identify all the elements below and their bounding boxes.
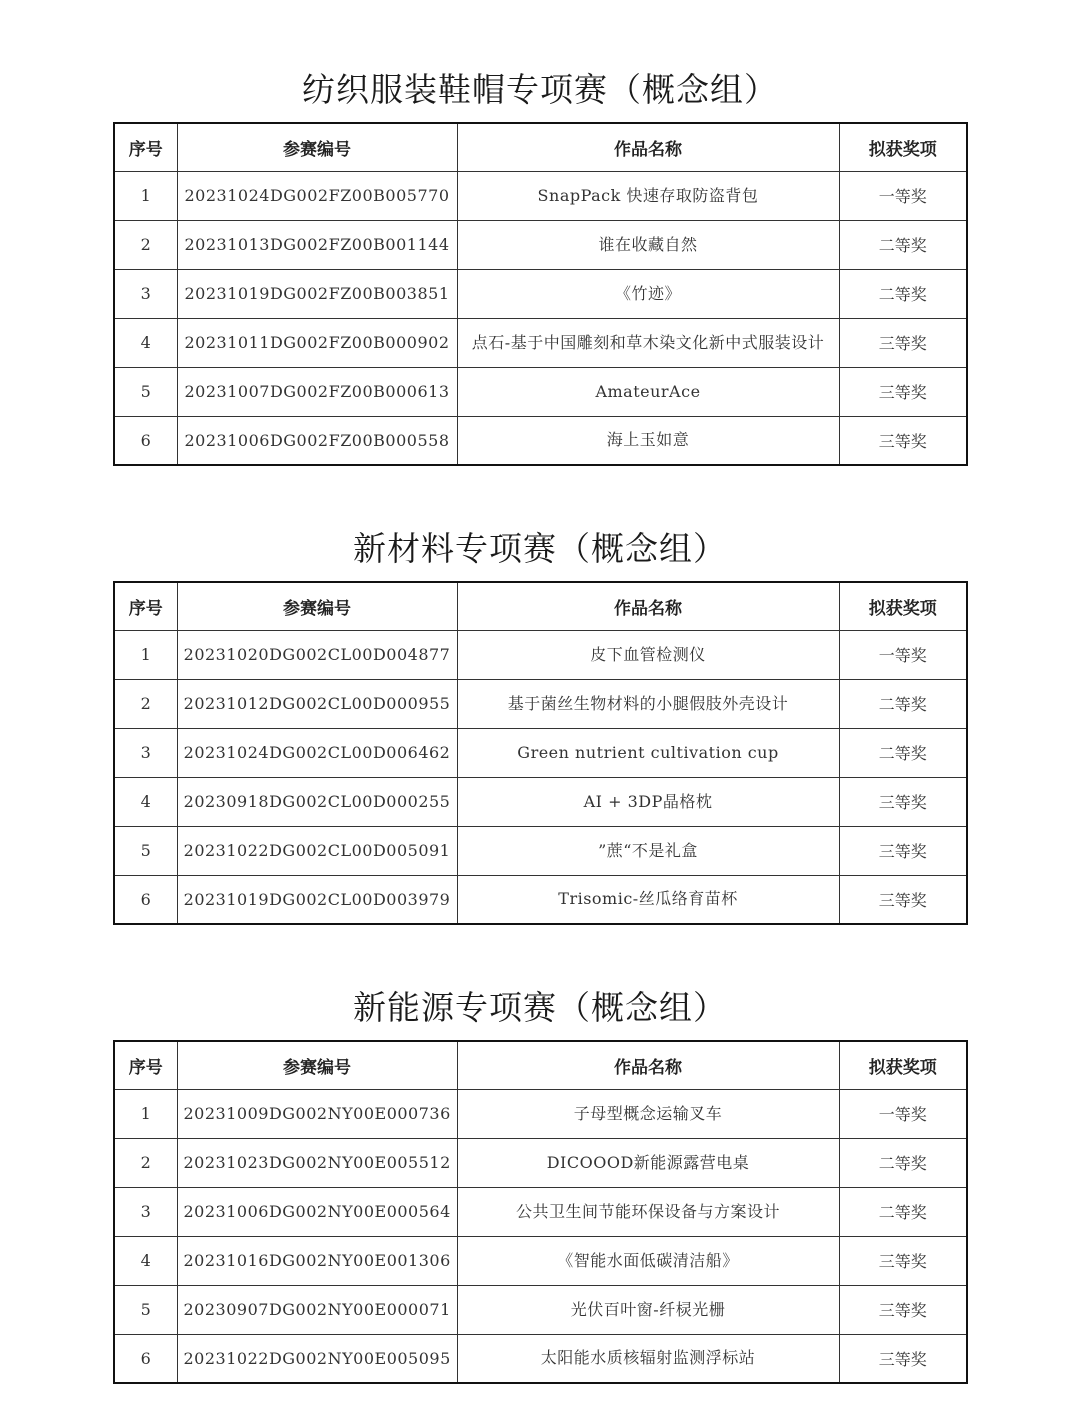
row-award: 三等奖	[839, 367, 967, 416]
row-code: 20231016DG002NY00E001306	[177, 1236, 457, 1285]
row-work: 海上玉如意	[457, 416, 839, 465]
row-award: 一等奖	[839, 171, 967, 220]
award-table	[113, 581, 968, 925]
row-code: 20231006DG002NY00E000564	[177, 1187, 457, 1236]
row-work: 《智能水面低碳清洁船》	[457, 1236, 839, 1285]
row-index: 2	[114, 1138, 177, 1187]
header-work: 作品名称	[457, 1041, 839, 1089]
award-table	[113, 1040, 968, 1384]
row-index: 6	[114, 416, 177, 465]
table-row	[114, 269, 967, 318]
row-award: 三等奖	[839, 416, 967, 465]
row-award: 三等奖	[839, 1334, 967, 1383]
table-row	[114, 367, 967, 416]
header-award: 拟获奖项	[839, 123, 967, 171]
row-award: 一等奖	[839, 1089, 967, 1138]
table-row	[114, 777, 967, 826]
header-award: 拟获奖项	[839, 582, 967, 630]
row-index: 6	[114, 875, 177, 924]
row-index: 1	[114, 1089, 177, 1138]
header-work: 作品名称	[457, 582, 839, 630]
row-index: 3	[114, 1187, 177, 1236]
table-header-row	[114, 582, 967, 630]
section-title: 纺织服装鞋帽专项赛（概念组）	[302, 70, 778, 109]
row-index: 4	[114, 777, 177, 826]
row-code: 20230907DG002NY00E000071	[177, 1285, 457, 1334]
row-work: 太阳能水质核辐射监测浮标站	[457, 1334, 839, 1383]
table-row	[114, 630, 967, 679]
header-index: 序号	[114, 582, 177, 630]
row-code: 20231022DG002CL00D005091	[177, 826, 457, 875]
row-award: 三等奖	[839, 1236, 967, 1285]
table-row	[114, 826, 967, 875]
table-row	[114, 1138, 967, 1187]
section-title: 新材料专项赛（概念组）	[353, 529, 727, 568]
row-code: 20231024DG002FZ00B005770	[177, 171, 457, 220]
row-work: 点石-基于中国雕刻和草木染文化新中式服装设计	[457, 318, 839, 367]
row-index: 5	[114, 826, 177, 875]
row-work: Green nutrient cultivation cup	[457, 728, 839, 777]
row-index: 1	[114, 171, 177, 220]
row-award: 三等奖	[839, 1285, 967, 1334]
row-code: 20231019DG002CL00D003979	[177, 875, 457, 924]
row-award: 二等奖	[839, 220, 967, 269]
header-code: 参赛编号	[177, 1041, 457, 1089]
row-work: 公共卫生间节能环保设备与方案设计	[457, 1187, 839, 1236]
award-table	[113, 122, 968, 466]
row-index: 5	[114, 367, 177, 416]
row-award: 三等奖	[839, 318, 967, 367]
table-header-row	[114, 123, 967, 171]
row-code: 20231022DG002NY00E005095	[177, 1334, 457, 1383]
row-work: ”蔗“不是礼盒	[457, 826, 839, 875]
row-work: 《竹迹》	[457, 269, 839, 318]
table-row	[114, 416, 967, 465]
table-row	[114, 728, 967, 777]
row-work: AI + 3DP晶格枕	[457, 777, 839, 826]
table-row	[114, 1236, 967, 1285]
table-row	[114, 171, 967, 220]
row-code: 20231011DG002FZ00B000902	[177, 318, 457, 367]
row-work: 子母型概念运输叉车	[457, 1089, 839, 1138]
table-row	[114, 1089, 967, 1138]
row-award: 三等奖	[839, 875, 967, 924]
row-work: SnapPack 快速存取防盗背包	[457, 171, 839, 220]
header-work: 作品名称	[457, 123, 839, 171]
row-code: 20231024DG002CL00D006462	[177, 728, 457, 777]
row-code: 20231019DG002FZ00B003851	[177, 269, 457, 318]
section-title: 新能源专项赛（概念组）	[353, 988, 727, 1027]
row-work: 基于菌丝生物材料的小腿假肢外壳设计	[457, 679, 839, 728]
table-row	[114, 679, 967, 728]
row-code: 20231020DG002CL00D004877	[177, 630, 457, 679]
row-index: 5	[114, 1285, 177, 1334]
row-award: 二等奖	[839, 728, 967, 777]
row-award: 二等奖	[839, 1138, 967, 1187]
table-row	[114, 1334, 967, 1383]
row-index: 1	[114, 630, 177, 679]
table-row	[114, 1285, 967, 1334]
row-work: 光伏百叶窗-纤棂光栅	[457, 1285, 839, 1334]
row-award: 二等奖	[839, 1187, 967, 1236]
row-index: 4	[114, 318, 177, 367]
row-index: 4	[114, 1236, 177, 1285]
row-award: 二等奖	[839, 679, 967, 728]
row-award: 三等奖	[839, 777, 967, 826]
header-code: 参赛编号	[177, 582, 457, 630]
header-award: 拟获奖项	[839, 1041, 967, 1089]
row-work: AmateurAce	[457, 367, 839, 416]
row-work: 皮下血管检测仪	[457, 630, 839, 679]
table-row	[114, 1187, 967, 1236]
row-code: 20231006DG002FZ00B000558	[177, 416, 457, 465]
row-index: 2	[114, 679, 177, 728]
row-code: 20231007DG002FZ00B000613	[177, 367, 457, 416]
row-code: 20231012DG002CL00D000955	[177, 679, 457, 728]
row-award: 一等奖	[839, 630, 967, 679]
row-work: DICOOOD新能源露营电桌	[457, 1138, 839, 1187]
row-code: 20231009DG002NY00E000736	[177, 1089, 457, 1138]
row-index: 6	[114, 1334, 177, 1383]
row-code: 20231023DG002NY00E005512	[177, 1138, 457, 1187]
row-index: 3	[114, 269, 177, 318]
header-index: 序号	[114, 123, 177, 171]
header-index: 序号	[114, 1041, 177, 1089]
row-index: 2	[114, 220, 177, 269]
table-row	[114, 318, 967, 367]
row-work: 谁在收藏自然	[457, 220, 839, 269]
table-row	[114, 875, 967, 924]
row-code: 20230918DG002CL00D000255	[177, 777, 457, 826]
row-award: 二等奖	[839, 269, 967, 318]
row-work: Trisomic-丝瓜络育苗杯	[457, 875, 839, 924]
row-award: 三等奖	[839, 826, 967, 875]
table-row	[114, 220, 967, 269]
row-code: 20231013DG002FZ00B001144	[177, 220, 457, 269]
table-header-row	[114, 1041, 967, 1089]
row-index: 3	[114, 728, 177, 777]
header-code: 参赛编号	[177, 123, 457, 171]
